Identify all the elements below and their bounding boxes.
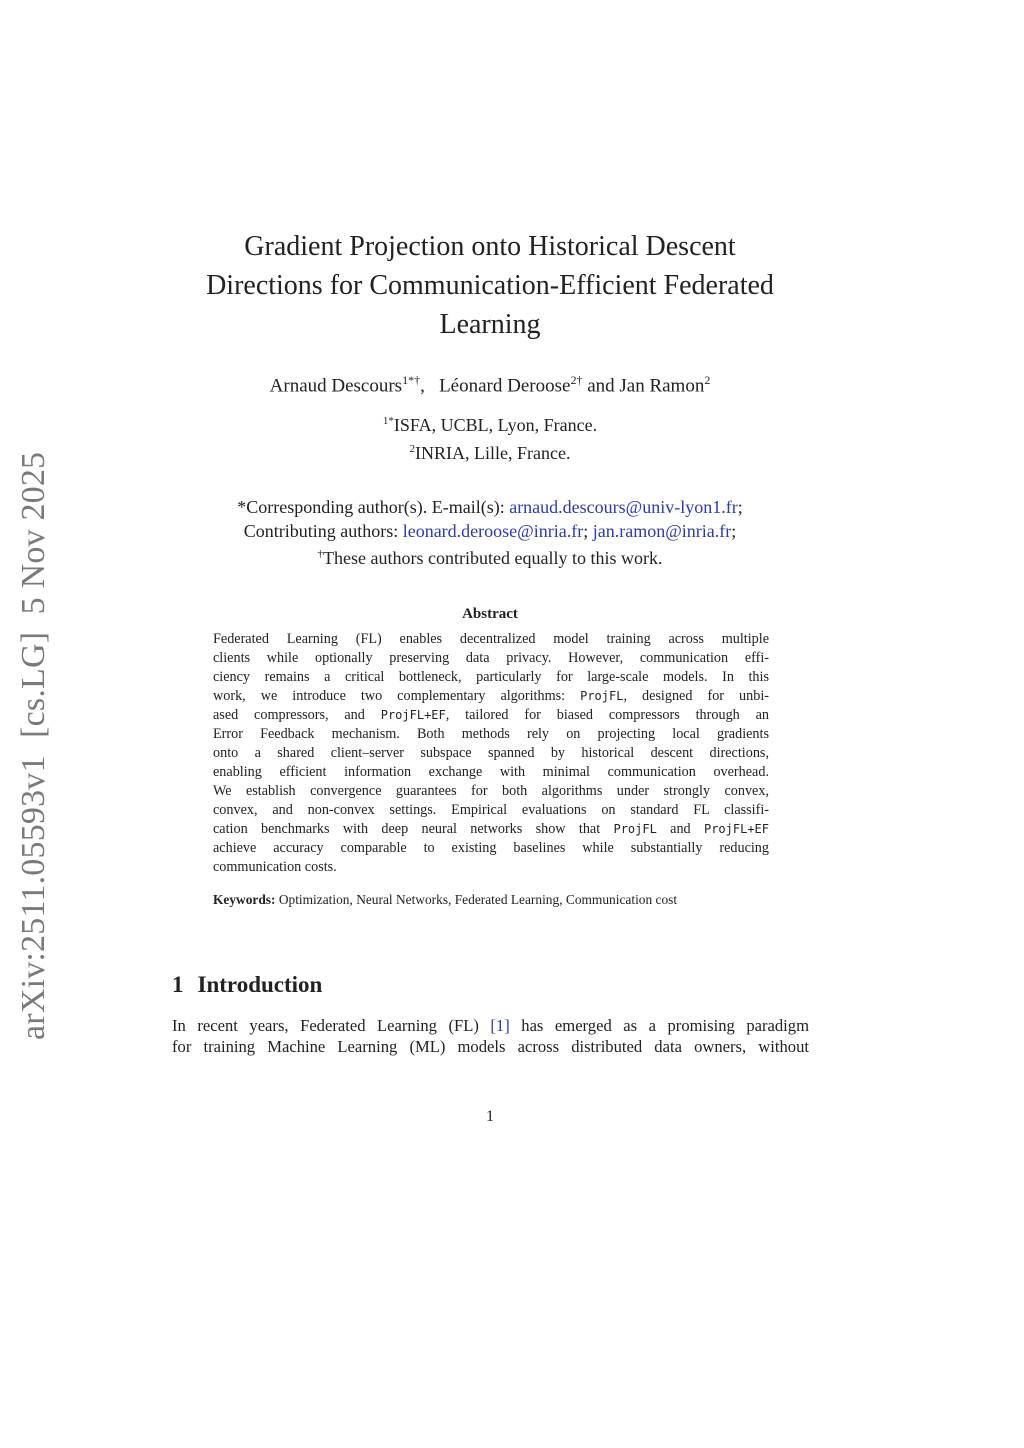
keywords-label: Keywords: <box>213 892 276 907</box>
keywords <box>213 892 769 908</box>
contributing-label: Contributing authors: <box>243 520 403 541</box>
algorithm-name: ProjFL <box>613 822 657 836</box>
separator: ; <box>731 520 737 541</box>
email-link-descours[interactable]: arnaud.descours@univ-lyon1.fr <box>509 497 738 517</box>
paragraph-text: has emerged as a promising paradigm <box>509 1016 809 1035</box>
email-link-deroose[interactable]: leonard.deroose@inria.fr <box>402 520 584 541</box>
author-marker: 2 <box>704 373 711 387</box>
author-name: Jan Ramon <box>619 375 705 397</box>
paragraph-text: In recent years, Federated Learning (FL) <box>172 1016 491 1035</box>
abstract-line: We establish convergence guarantees for both algorithms under strongly convex, <box>213 783 769 799</box>
affiliation-text: ISFA, UCBL, Lyon, France. <box>393 415 598 435</box>
citation-link[interactable]: [1] <box>490 1016 510 1035</box>
equal-contribution-text: These authors contributed equally to this work. <box>323 548 663 568</box>
section-title: Introduction <box>197 972 323 997</box>
dagger-marker: † <box>317 548 324 560</box>
affiliations <box>190 409 790 465</box>
affiliation-text: INRIA, Lille, France. <box>415 443 571 463</box>
abstract-line: communication costs. <box>213 859 337 875</box>
email-link-ramon[interactable]: jan.ramon@inria.fr <box>592 520 732 541</box>
abstract-text: , tailored for biased compressors through an <box>445 707 769 723</box>
abstract-body <box>213 630 769 877</box>
author-list: Arnaud Descours$^{1*\dagger}$, Léonard Deroose$^{2\dagger}$ and Jan Ramon$^2$ <box>269 373 711 397</box>
abstract-text: , designed for unbi- <box>623 688 769 704</box>
abstract-text: cation benchmarks with deep neural networks show that <box>213 821 614 837</box>
abstract-text: work, we introduce two complementary algorithms: <box>213 688 581 704</box>
author-marker: 1*† <box>402 373 421 387</box>
algorithm-name: ProjFL+EF <box>380 708 446 722</box>
corresponding-label: *Corresponding author(s). E-mail(s): <box>237 497 510 517</box>
contributing-authors-line <box>170 520 810 544</box>
affiliation <box>190 437 790 465</box>
algorithm-name: ProjFL <box>580 689 624 703</box>
keywords-text: Optimization, Neural Networks, Federated Learning, Communication cost <box>275 892 678 907</box>
abstract-line: ciency remains a critical bottleneck, particularly for large-scale models. In this <box>213 669 769 685</box>
abstract-line: achieve accuracy comparable to existing baselines while substantially reducing <box>213 840 769 856</box>
abstract-line: clients while optionally preserving data privacy. However, communication effi- <box>213 650 769 666</box>
abstract-line <box>213 687 769 706</box>
abstract-line: convex, and non-convex settings. Empirical evaluations on standard FL classifi- <box>213 802 769 818</box>
equal-contribution-note <box>170 543 810 571</box>
corresponding-author-line <box>170 496 810 520</box>
author-conjunction: and <box>587 375 615 397</box>
abstract-heading: Abstract <box>462 606 518 622</box>
affiliation-marker: 2 <box>409 443 416 455</box>
title-line: Learning <box>439 309 541 340</box>
separator: ; <box>737 497 743 517</box>
author-name: Arnaud Descours <box>269 375 403 397</box>
section-number: 1 <box>172 972 184 997</box>
algorithm-name: ProjFL+EF <box>703 822 769 836</box>
paper-title <box>190 227 790 344</box>
abstract-text: and <box>656 821 704 837</box>
affiliation <box>190 409 790 437</box>
paragraph-line: for training Machine Learning (ML) models across distributed data owners, without <box>172 1037 809 1056</box>
title-line: Directions for Communication-Efficient Federated <box>206 270 774 301</box>
abstract-line <box>213 820 769 839</box>
abstract-line <box>213 706 769 725</box>
section-heading <box>172 972 322 998</box>
abstract-line: Federated Learning (FL) enables decentralized model training across multiple <box>213 631 769 647</box>
arxiv-identifier: arXiv:2511.05593v1 [cs.LG] 5 Nov 2025 <box>15 451 52 1040</box>
page-number: 1 <box>486 1108 494 1125</box>
author-marker: 2† <box>570 373 583 387</box>
affiliation-marker: 1* <box>382 415 394 427</box>
separator: ; <box>583 520 589 541</box>
abstract-line: Error Feedback mechanism. Both methods rely on projecting local gradients <box>213 726 769 742</box>
abstract-text: ased compressors, and <box>213 707 381 723</box>
author-name: Léonard Deroose <box>439 375 571 397</box>
paragraph-line <box>172 1015 809 1036</box>
abstract-line: onto a shared client–server subspace spanned by historical descent directions, <box>213 745 769 761</box>
correspondence-block <box>170 496 810 571</box>
abstract-line: enabling efficient information exchange with minimal communication overhead. <box>213 764 769 780</box>
title-line: Gradient Projection onto Historical Descent <box>244 231 736 262</box>
introduction-paragraph <box>172 1015 809 1057</box>
